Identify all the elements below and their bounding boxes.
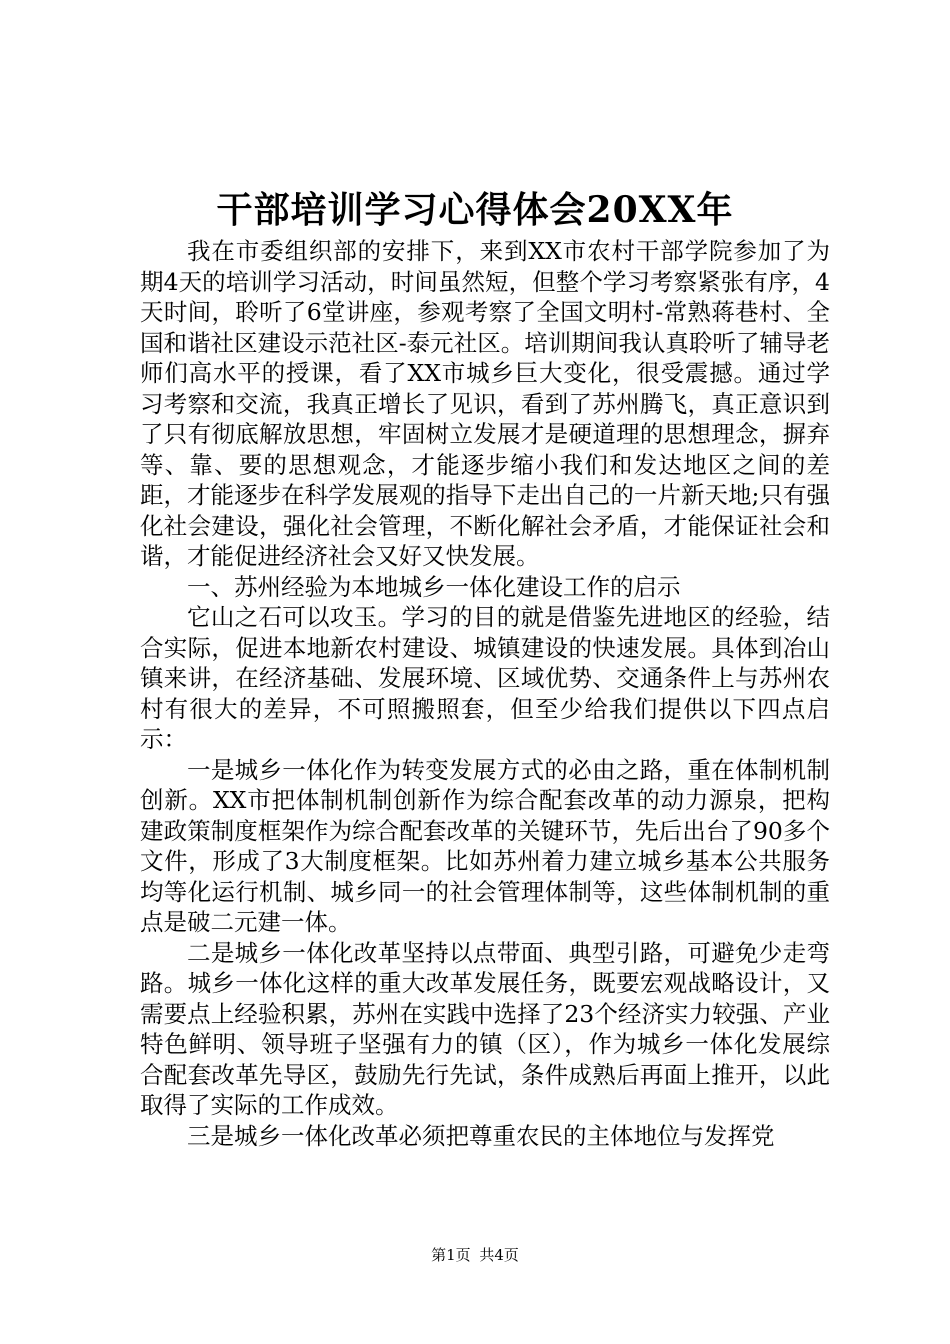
paragraph-point-2: 二是城乡一体化改革坚持以点带面、典型引路，可避免少走弯路。城乡一体化这样的重大改革发展任务，既要宏观战略设计，又需要点上经验积累，苏州在实践中选择了23个经济实力较强、产业特色鲜明、领导班子坚强有力的镇（区），作为城乡一体化发展综合配套改革先导区，鼓励先行先试，条件成熟后再面上推开，以此取得了实际的工作成效。: [140, 938, 830, 1119]
paragraph-section-1: 它山之石可以攻玉。学习的目的就是借鉴先进地区的经验，结合实际，促进本地新农村建设、城镇建设的快速发展。具体到冶山镇来讲，在经济基础、发展环境、区域优势、交通条件上与苏州农村有很大的差异，不可照搬照套，但至少给我们提供以下四点启示：: [140, 603, 830, 753]
paragraph-intro: 我在市委组织部的安排下，来到XX市农村干部学院参加了为期4天的培训学习活动，时间虽然短，但整个学习考察紧张有序，4天时间，聆听了6堂讲座，参观考察了全国文明村-常熟蒋巷村、全国和谐社区建设示范社区-泰元社区。培训期间我认真聆听了辅导老师们高水平的授课，看了XX市城乡巨大变化，很受震撼。通过学习考察和交流，我真正增长了见识，看到了苏州腾飞，真正意识到了只有彻底解放思想，牢固树立发展才是硬道理的思想理念，摒弃等、靠、要的思想观念，才能逐步缩小我们和发达地区之间的差距，才能逐步在科学发展观的指导下走出自己的一片新天地;只有强化社会建设，强化社会管理，不断化解社会矛盾，才能保证社会和谐，才能促进经济社会又好又快发展。: [140, 237, 830, 570]
paragraph-point-3: 三是城乡一体化改革必须把尊重农民的主体地位与发挥党: [187, 1121, 775, 1150]
document-body: [140, 236, 830, 1151]
section-heading-1: 一、苏州经验为本地城乡一体化建设工作的启示: [187, 572, 681, 601]
page-number-footer: 第1页 共4页: [431, 1246, 519, 1264]
paragraph-point-1: 一是城乡一体化作为转变发展方式的必由之路，重在体制机制创新。XX市把体制机制创新作为综合配套改革的动力源泉，把构建政策制度框架作为综合配套改革的关键环节，先后出台了90多个文件，形成了3大制度框架。比如苏州着力建立城乡基本公共服务均等化运行机制、城乡同一的社会管理体制等，这些体制机制的重点是破二元建一体。: [140, 755, 830, 936]
document-title: 干部培训学习心得体会20XX年: [216, 189, 734, 231]
